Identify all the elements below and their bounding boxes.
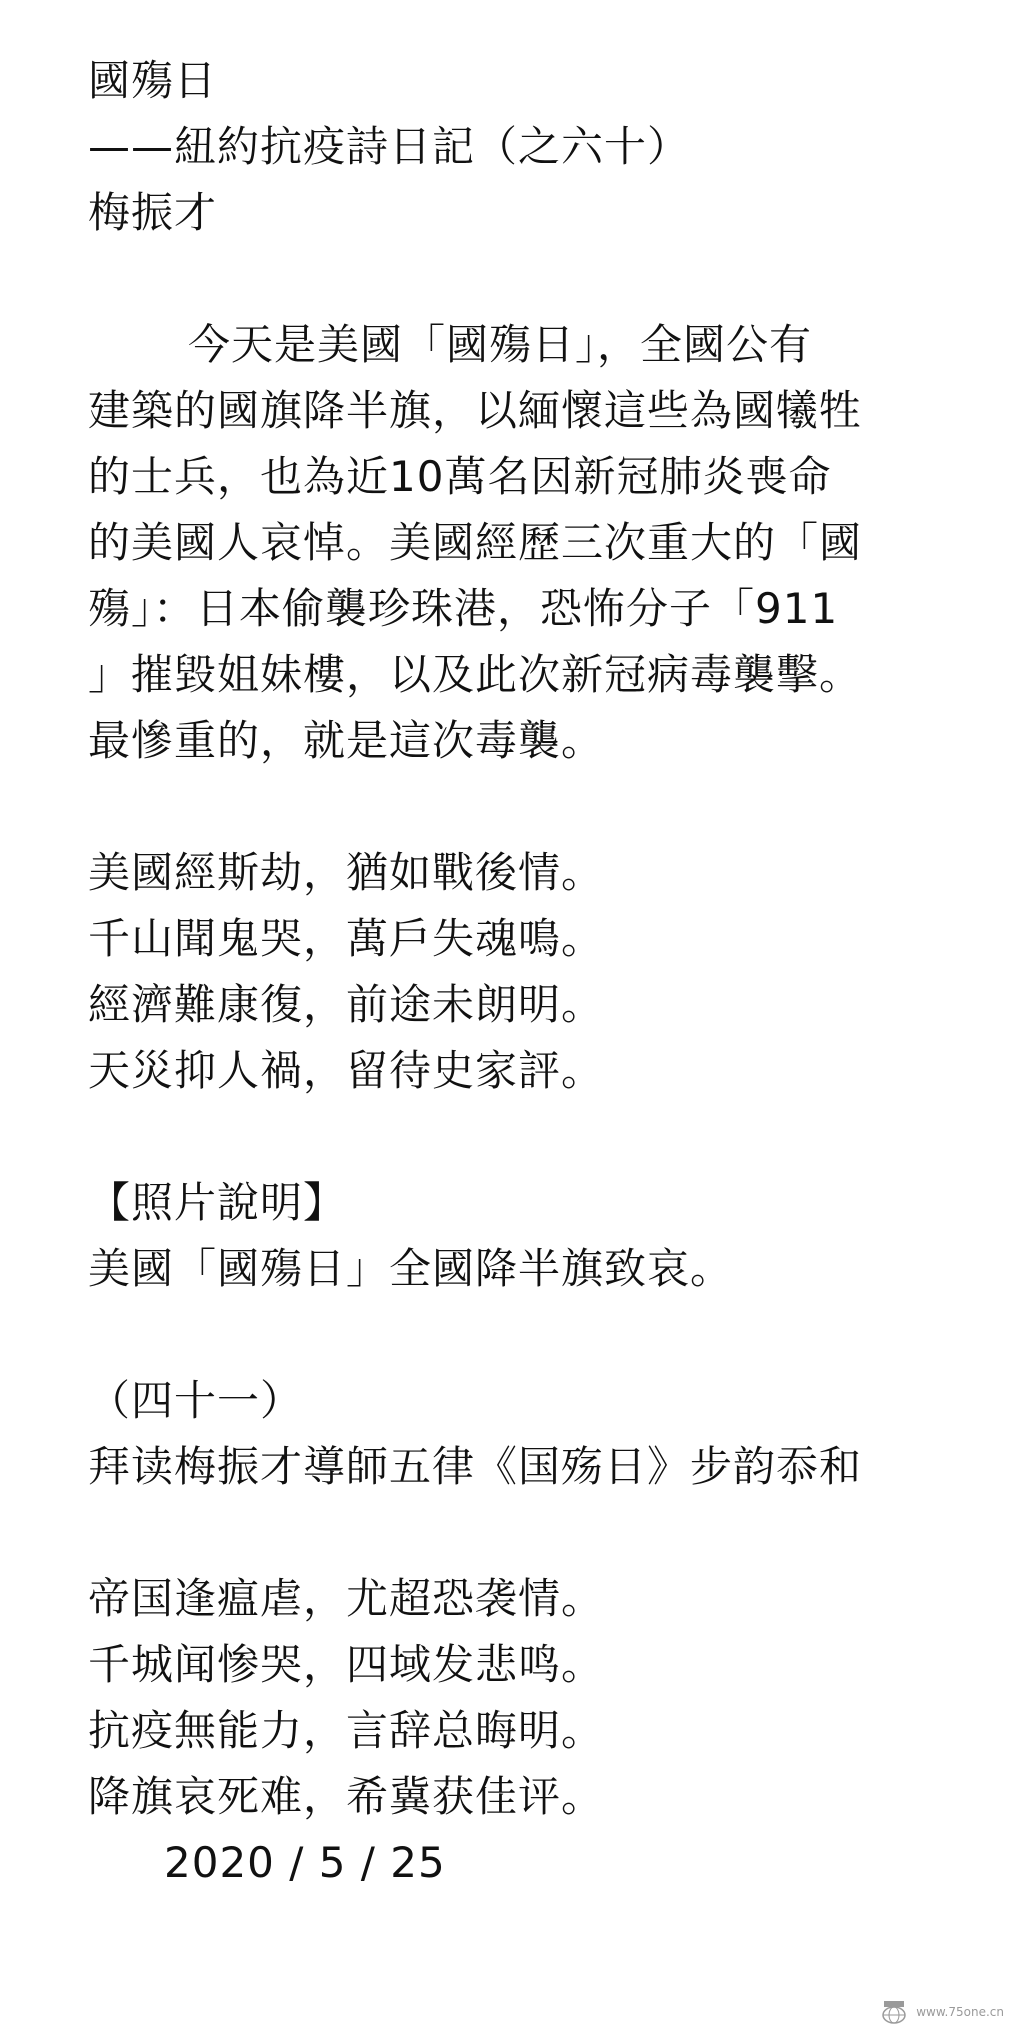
blank-line (88, 1302, 988, 1368)
document-body (88, 48, 988, 1896)
poem1-line: 千山聞鬼哭，萬戶失魂鳴。 (88, 914, 605, 963)
doc-author: 梅振才 (88, 188, 218, 237)
poem2-line: 千城闻惨哭，四域发悲鸣。 (88, 1640, 605, 1689)
intro-line: 」摧毀姐妹樓，以及此次新冠病毒襲擊。 (88, 650, 863, 699)
intro-line: 的美國人哀悼。美國經歷三次重大的「國 (88, 518, 863, 567)
blank-line (88, 1500, 988, 1566)
intro-line: 的士兵，也為近10萬名因新冠肺炎喪命 (88, 452, 832, 501)
blank-line (88, 246, 988, 312)
poem2-line: 抗疫無能力，言辞总晦明。 (88, 1706, 605, 1755)
blank-line (88, 774, 988, 840)
watermark-url: www.75one.cn (916, 2005, 1004, 2019)
intro-line: 今天是美國「國殤日」，全國公有 (188, 320, 813, 369)
globe-logo-icon (876, 2000, 912, 2024)
intro-line: 殤」：日本偷襲珍珠港，恐怖分子「911 (88, 584, 839, 633)
doc-subtitle: ——紐約抗疫詩日記（之六十） (88, 122, 691, 171)
poem1-line: 經濟難康復，前途未朗明。 (88, 980, 605, 1029)
photo-heading: 【照片說明】 (88, 1178, 347, 1227)
reply-number: （四十一） (88, 1376, 304, 1425)
photo-caption: 美國「國殤日」全國降半旗致哀。 (88, 1244, 734, 1293)
poem1-line: 天災抑人禍，留待史家評。 (88, 1046, 605, 1095)
poem1-line: 美國經斯劫，猶如戰後情。 (88, 848, 605, 897)
poem2-line: 帝国逢瘟虐，尤超恐袭情。 (88, 1574, 605, 1623)
site-watermark (876, 2000, 1004, 2024)
intro-line: 最慘重的，就是這次毒襲。 (88, 716, 605, 765)
blank-line (88, 1104, 988, 1170)
doc-date: 2020 / 5 / 25 (164, 1838, 446, 1887)
reply-title: 拜读梅振才導師五律《国殇日》步韵忝和 (88, 1442, 863, 1491)
poem2-line: 降旗哀死难，希冀获佳评。 (88, 1772, 605, 1821)
intro-line: 建築的國旗降半旗，以緬懷這些為國犧牲 (88, 386, 863, 435)
doc-title: 國殤日 (88, 56, 218, 105)
